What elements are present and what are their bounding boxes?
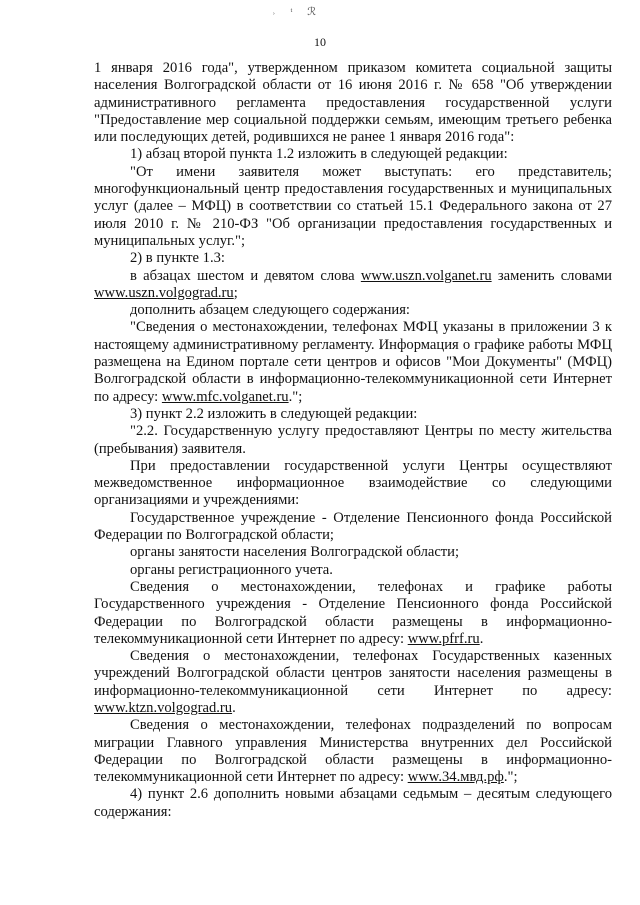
paragraph-10 [94, 458, 612, 510]
paragraph-15 [94, 648, 612, 717]
paragraph-13 [94, 562, 612, 579]
paragraph-6 [94, 302, 612, 319]
url-link[interactable]: www.34.мвд.рф [407, 769, 504, 786]
paragraph-17 [94, 786, 612, 821]
paragraph-7 [94, 319, 612, 405]
paragraph-text: органы регистрационного учета. [130, 561, 333, 578]
paragraph-5 [94, 268, 612, 303]
paragraph-text: 2) в пункте 1.3: [130, 250, 225, 267]
paragraph-8 [94, 406, 612, 423]
paragraph-text: ."; [503, 769, 518, 786]
paragraph-text: "2.2. Государственную услугу предоставляют Центры по месту жительства (пребывания) заявителя. [94, 423, 612, 457]
paragraph-text: Сведения о местонахождении, телефонах Государственных казенных учреждений Волгоградской области центров занятости населения размещены в информационно-телекоммуникационной сети Интернет по адресу: [94, 648, 612, 699]
url-link[interactable]: www.uszn.volgograd.ru [94, 284, 234, 301]
paragraph-text: . [479, 630, 484, 647]
paragraph-text: Сведения о местонахождении, телефонах подразделений по вопросам миграции Главного управления Министерства внутренних дел Российской Федерации по Волгоградской области размещены в информационно-телекоммуникационной сети Интернет по адресу: [94, 717, 612, 786]
paragraph-text: дополнить абзацем следующего содержания: [130, 302, 410, 319]
paragraph-12 [94, 544, 612, 561]
paragraph-text: ; [233, 284, 238, 301]
paragraph-1 [94, 60, 612, 146]
paragraph-text: заменить словами [491, 267, 612, 284]
paragraph-3 [94, 164, 612, 250]
paragraph-text: 3) пункт 2.2 изложить в следующей редакции: [130, 405, 418, 422]
paragraph-14 [94, 579, 612, 648]
paragraph-16 [94, 717, 612, 786]
paragraph-text: 1) абзац второй пункта 1.2 изложить в следующей редакции: [130, 146, 508, 163]
paragraph-9 [94, 423, 612, 458]
paragraph-text: "Сведения о местонахождении, телефонах МФЦ указаны в приложении 3 к настоящему административному регламенту. Информация о графике работы МФЦ размещена на Едином портале сети центров и офисов "Мои Документы" (МФЦ) Волгоградской области в информационно-телекоммуникационной сети Интернет по адресу: [94, 319, 612, 405]
paragraph-text: 4) пункт 2.6 дополнить новыми абзацами седьмым – десятым следующего содержания: [94, 786, 612, 820]
url-link[interactable]: www.pfrf.ru [407, 630, 480, 647]
url-link[interactable]: www.ktzn.volgograd.ru [94, 699, 233, 716]
document-body [94, 60, 612, 821]
page-number: 10 [314, 35, 326, 49]
paragraph-2 [94, 146, 612, 163]
paragraph-text: "От имени заявителя может выступать: его представитель; многофункциональный центр предоставления государственных и муниципальных услуг (далее – МФЦ) в соответствии со статьей 15.1 Федерального закона от 27 июля 2010 г. № 210-ФЗ "Об организации предоставления государственных и муниципальных услуг."; [94, 163, 612, 249]
paragraph-text: При предоставлении государственной услуги Центры осуществляют межведомственное информационное взаимодействие со следующими организациями и учреждениями: [94, 457, 612, 509]
url-link[interactable]: www.mfc.volganet.ru [161, 388, 289, 405]
paragraph-text: Государственное учреждение - Отделение Пенсионного фонда Российской Федерации по Волгоградской области; [94, 509, 612, 544]
scan-marks: ˒ ᵗ ℛ [272, 6, 323, 18]
paragraph-text: 1 января 2016 года", утвержденном приказом комитета социальной защиты населения Волгоградской области от 16 июня 2016 г. № 658 "Об утверждении административного регламента предоставления государственной услуги "Предоставление мер социальной поддержки семьям, имеющим третьего ребенка или последующих детей, родившихся не ранее 1 января 2016 года": [94, 60, 612, 146]
paragraph-text: . [232, 699, 236, 716]
url-link[interactable]: www.uszn.volganet.ru [360, 267, 492, 284]
paragraph-text: ."; [288, 388, 303, 405]
paragraph-text: в абзацах шестом и девятом слова [130, 267, 361, 284]
paragraph-11 [94, 510, 612, 545]
paragraph-4 [94, 250, 612, 267]
paragraph-text: Сведения о местонахождении, телефонах и графике работы Государственного учреждения - Отделение Пенсионного фонда Российской Федерации по Волгоградской области размещены в информационно-телекоммуникационной сети Интернет по адресу: [94, 578, 612, 647]
paragraph-text: органы занятости населения Волгоградской области; [130, 544, 460, 561]
